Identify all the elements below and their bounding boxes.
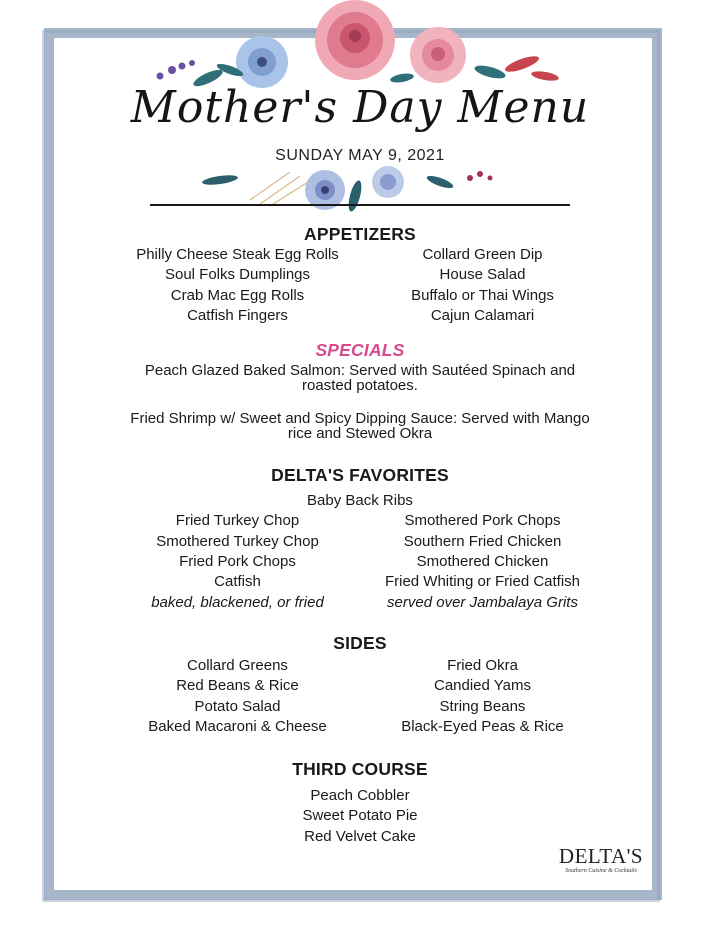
third-course-heading: THIRD COURSE	[292, 759, 428, 780]
menu-date: SUNDAY MAY 9, 2021	[275, 147, 445, 164]
menu-item: Peach Cobbler	[310, 787, 410, 805]
menu-content	[0, 224, 720, 847]
lavender-bud-icon	[157, 60, 196, 80]
menu-item: Fried Turkey Chop	[175, 512, 300, 530]
deltas-logo	[556, 845, 646, 875]
sides-section	[0, 633, 720, 737]
menu-item: House Salad	[439, 266, 526, 284]
rose-icon	[315, 0, 395, 80]
menu-item: Philly Cheese Steak Egg Rolls	[136, 246, 339, 263]
sides-right-column	[368, 656, 598, 737]
menu-item: Smothered Chicken	[416, 553, 549, 571]
appetizers-right-column	[368, 245, 598, 326]
pink-flower-icon	[410, 27, 466, 83]
red-leaf-icon	[503, 53, 559, 82]
menu-item: Fried Okra	[447, 656, 518, 674]
menu-title: Mother's Day Menu	[130, 82, 590, 133]
berry-icon	[467, 171, 493, 181]
favorites-section	[0, 465, 720, 613]
specials-section	[0, 340, 720, 441]
header-divider	[150, 204, 570, 206]
menu-item: Baby Back Ribs	[307, 492, 413, 510]
menu-item: Black-Eyed Peas & Rice	[401, 717, 564, 735]
appetizers-left-column	[123, 245, 353, 326]
appetizers-section	[0, 224, 720, 326]
special-item: Fried Shrimp w/ Sweet and Spicy Dipping Sauce: Served with Mango rice and Stewed Okra	[130, 410, 590, 443]
appetizers-columns	[0, 245, 720, 326]
menu-item: Potato Salad	[194, 697, 281, 715]
favorites-left-column	[123, 511, 353, 612]
sides-columns	[0, 656, 720, 737]
menu-item: Smothered Turkey Chop	[156, 532, 319, 550]
menu-item: Southern Fried Chicken	[403, 532, 562, 550]
menu-item: Red Beans & Rice	[176, 677, 299, 695]
favorites-columns	[0, 511, 720, 612]
menu-item: Smothered Pork Chops	[404, 512, 561, 530]
third-course-section	[0, 759, 720, 847]
menu-item: Baked Macaroni & Cheese	[148, 717, 327, 735]
menu-item: Cajun Calamari	[430, 306, 535, 324]
third-course-list	[0, 786, 720, 847]
blue-flower-icon	[372, 166, 404, 198]
appetizers-heading: APPETIZERS	[304, 224, 416, 244]
logo-tagline: Southern Cuisine & Cocktails	[565, 868, 637, 874]
favorites-right-column	[368, 511, 598, 612]
menu-item: Catfish Fingers	[187, 306, 288, 324]
menu-item-note: served over Jambalaya Grits	[387, 593, 578, 611]
sides-heading: SIDES	[333, 632, 387, 653]
menu-item: Collard Greens	[187, 656, 288, 674]
menu-item: Soul Folks Dumplings	[164, 266, 311, 284]
menu-item: Sweet Potato Pie	[302, 807, 418, 825]
menu-item: Catfish	[214, 573, 261, 591]
favorites-heading: DELTA'S FAVORITES	[271, 465, 449, 486]
logo-name: DELTA'S	[558, 844, 644, 868]
menu-item: Candied Yams	[433, 677, 531, 695]
wheat-icon	[250, 172, 308, 206]
menu-item-note: baked, blackened, or fried	[151, 593, 324, 611]
menu-item: String Beans	[439, 697, 526, 715]
specials-heading: SPECIALS	[315, 340, 405, 361]
menu-item: Crab Mac Egg Rolls	[170, 286, 305, 304]
menu-item: Red Velvet Cake	[304, 827, 416, 845]
menu-item: Fried Whiting or Fried Catfish	[384, 573, 581, 591]
menu-item: Buffalo or Thai Wings	[411, 286, 554, 304]
menu-item: Fried Pork Chops	[179, 553, 296, 571]
sides-left-column	[123, 656, 353, 737]
blue-flower-icon	[236, 36, 288, 88]
menu-item: Collard Green Dip	[422, 246, 543, 263]
special-item: Peach Glazed Baked Salmon: Served with Sautéed Spinach and roasted potatoes.	[144, 362, 576, 395]
